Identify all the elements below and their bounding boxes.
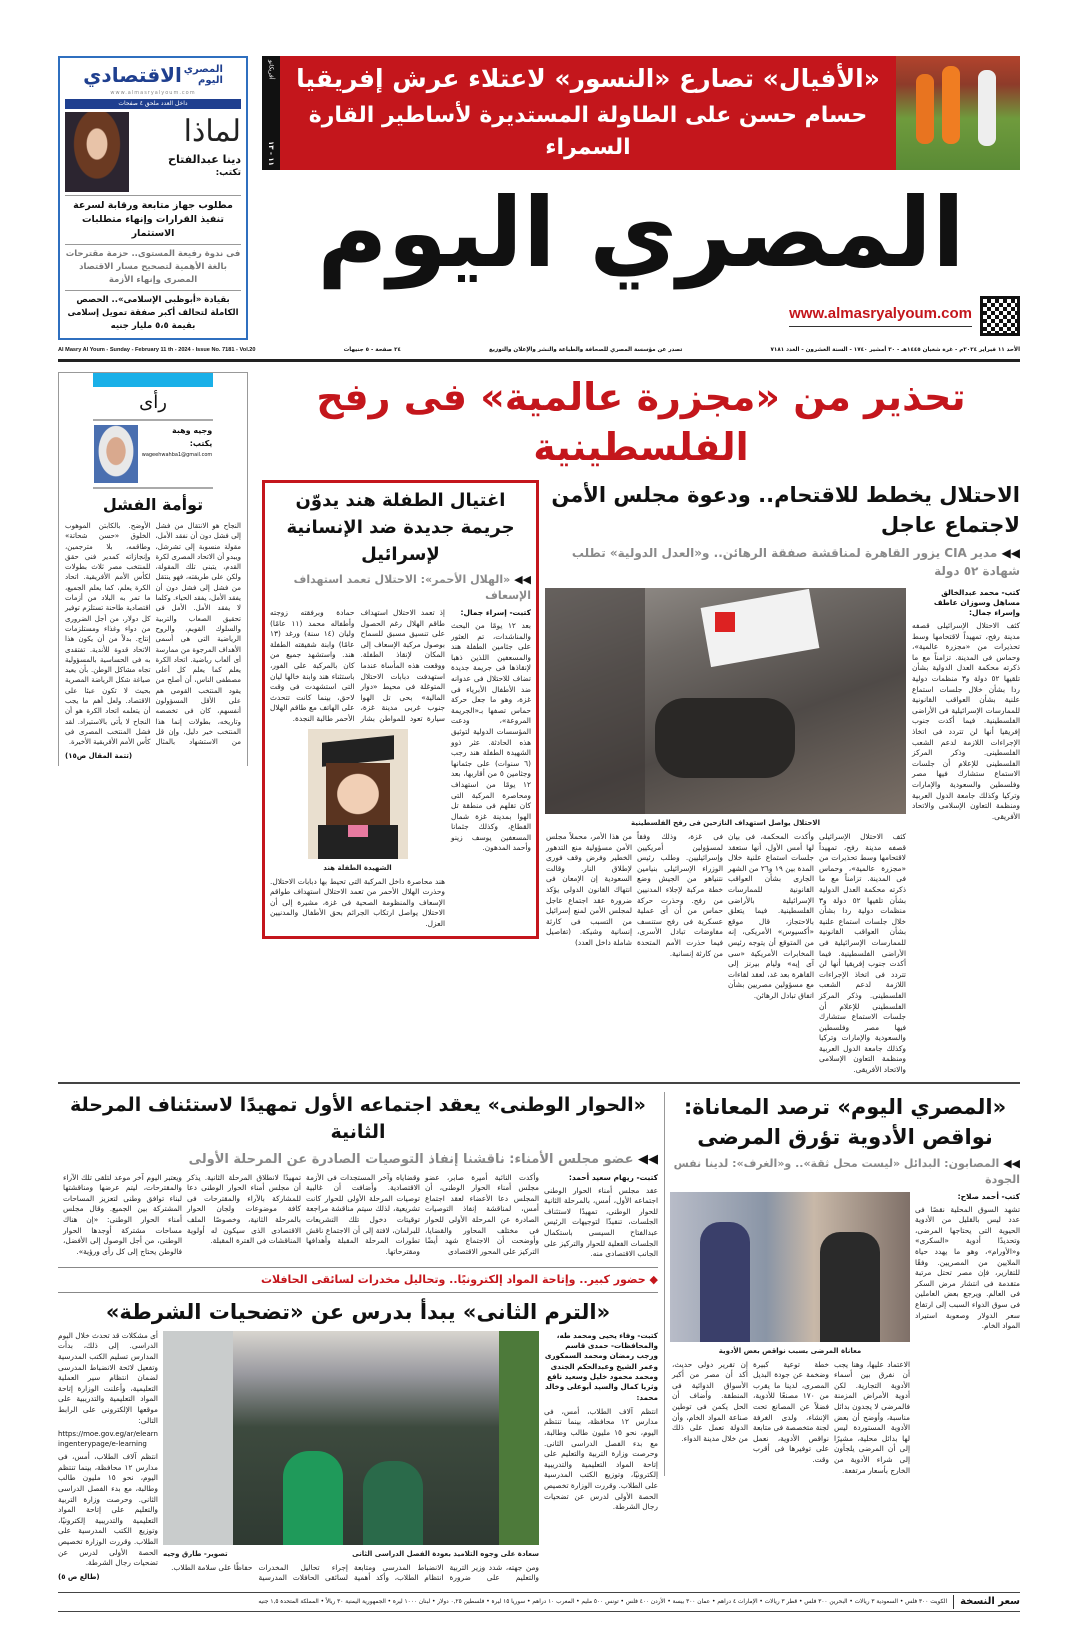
supplement-banner: داخل العدد ملحق ٤ صفحات <box>65 99 241 109</box>
dateline-english: Al Masry Al Youm - Sunday - February 11 th - 2024 - Issue No. 7181 - Vol.20 <box>58 347 256 353</box>
hind-story-box[interactable] <box>262 480 539 939</box>
medicines-byline: كتب- أحمد صلاح: <box>957 1191 1020 1201</box>
masthead-url[interactable]: www.almasryalyoum.com <box>789 305 972 327</box>
dialogue-byline: كتبت- ريهام سعيد أحمد: <box>568 1172 658 1182</box>
opinion-writes: يكتب: <box>189 439 213 448</box>
footer-prices: الكويت ٣٠٠ فلس • السعودية ٣ ريالات • البحرين ٣٠٠ فلس • قطر ٣ ريالات • الإمارات ٤ دراهم • عمان ٣٠٠ بيسة • الأردن ٤٠٠ فلس • تونس ٥٠٠ مليم • المغرب ١٠ دراهم • سوريا ١٥ ليرة • فلسطين ٠,٢٥ دولار • لبنان ١٠٠٠ ليرة • الجمهورية اليمنية ٣٠ ريالاً • المملكة المتحدة ١,٥ جنيه <box>258 1598 948 1605</box>
hind-body-bottom: هند محاصرة داخل المركبة التى تحيط بها دبابات الاحتلال. وحذرت الهلال الأحمر من تعمد الاحتلال استهداف طواقم الإسعاف والمنظومة الصحية فى غزة، مشيرة إلى أن الاحتلال يواصل ارتكاب الجرائم بحق الأطفال والمدنيين العزل. <box>270 876 445 928</box>
dialogue-subhead: ◀◀ عضو مجلس الأمناء: ناقشنا إنفاذ التوصيات الصادرة عن المرحلة الأولى <box>188 1151 658 1167</box>
dateline-pages: ٢٤ صفحة - ٥ جنيهات <box>343 347 401 353</box>
qr-code-icon[interactable] <box>980 296 1020 336</box>
lead-body-col-4: من هذا الأمر، محملاً مجلس الأمن مسؤولية منع التدهور الخطير وفرض وقف فورى لإطلاق النار. وقالت السعودية إن الإمعان فى انتهاك القانون الدولى يؤكد ضرورة عقد اجتماع عاجل لمجلس الأمن لمنع إسرائيل من التسبب فى كارثة إنسانية وشيكة. (تفاصيل شاملة داخل العدد) <box>546 832 632 947</box>
opinion-author: وجيه وهبة <box>172 426 213 435</box>
hind-body-top-left: إذ تعمد الاحتلال استهداف طاقم الهلال رغم الحصول على تنسيق مسبق للسماح بوصول مركبة الإسعاف إلى المكان لإنقاذ الطفلة. ووقعت هذه المأساة عندما استهدفت دبابات الاحتلال المتوغلة فى محيط «دوار المالية» بحى تل الهوا جنوب غربى مدينة غزة، سيارة تعود للمواطن بشار حمادة وبرفقته زوجته وأطفاله محمد (١١ عامًا) وليان (١٤ سنة) ورغد (١٣ عامًا) وابنة شقيقته الطفلة هند. واستشهد جميع من كان بالمركبة على الفور، باستثناء هند وابنة خالها ليان التى استشهدت فى وقت لاحق، بينما كانت تتحدث على الهاتف مع طاقم الهلال الأحمر طالبة النجدة. <box>270 608 445 723</box>
medicines-body-col-2: خطة توعية كبيرة وضخمة عن جودة البديل المصرى، لدينا ما يقرب من ١٧٠ مصنعًا للأدوية، فضلاً عن المصانع تحت الإنشاء، ولدى الغرفة لجنة متخصصة فى متابعة نواقص الأدوية، نعمل على توفيرها فى أقرب وقت. <box>753 1359 830 1464</box>
lead-body-col-3: فى غزة، وذلك وفقاً لمسؤولين أمريكيين وإسرائيليين. وطلب رئيس الوزراء الإسرائيلى بنيامين نتنياهو من الجيش وضع خطة مركبة لإجلاء المدنيين من رفح. وحذرت حركة حماس من أن أى عملية عسكرية فى رفح ستنسف مفاوضات تبادل الأسرى، فيما حذرت الأمم المتحدة من كارثة إنسانية. <box>637 832 723 958</box>
hind-byline: كتبت- إسراء جمال: <box>460 608 531 617</box>
pharmacy-photo <box>670 1192 910 1342</box>
supplement-url: www.almasryalyoum.com <box>110 90 196 96</box>
medicines-headline[interactable] <box>670 1092 1020 1152</box>
arrow-icon: ◀◀ <box>999 1156 1020 1170</box>
dateline <box>58 346 1020 355</box>
column-title-lmatha: لماذا <box>183 114 241 149</box>
supplement-headline-3[interactable]: بقيادة «أبوظبى الإسلامى».. الحصص الكاملة لتحالف أكبر صفقة تمويل إسلامى بقيمة ٥،٥ مليار جنيه <box>67 295 239 331</box>
term-headline[interactable]: «الترم الثانى» يبدأ بدرس عن «تضحيات الشرطة» <box>105 1299 611 1324</box>
opinion-email[interactable]: wageehwahba1@gmail.com <box>141 452 213 458</box>
dateline-arabic: الأحد ١١ فبراير ٢٠٢٤م - غرة شعبان ١٤٤٥هـ - ٣٠ أمشير ١٧٤٠ - السنة العشرون - العدد ٧١٨١ <box>770 347 1020 353</box>
opinion-label: رأى <box>139 392 167 413</box>
banner-side-label: أفريكانو <box>267 60 275 80</box>
supplement-headline-1[interactable]: مطلوب جهاز متابعة ورقابة لسرعة تنفيذ القرارات وإنهاء متطلبات الاستثمار <box>73 200 233 239</box>
footer-price-line <box>58 1593 1020 1611</box>
supplement-logo <box>65 63 241 87</box>
term-body-left-2: انتظم آلاف الطلاب، أمس، فى مدارس ١٢ محافظة، بينما تنتظم اليوم، نحو ١٥ مليون طالب وطالبة، مع بدء الفصل الدراسى الثانى. وحرصت وزارة التربية والتعليم على إتاحة المواد التعليمية والتدريبية إلكترونيًا، وتوزيع الكتب المدرسية على الطلاب. وقررت الوزارة تخصيص الحصة الأولى لدرس عن تضحيات رجال الشرطة. <box>58 1452 158 1568</box>
lead-body-col-1: كثف الاحتلال الإسرائيلى قصفه مدينة رفح، تمهيداً لاقتحامها وسط تحذيرات من «مجزرة عالمية»، وحماس فى المدينة. تزامناً مع ما ذكرته محكمة العدل الدولية بشأن تلقيها ٥٢ دولة و٣ منظمات دولية ردا بشأن خلال جلسات استماع علنية بشأن العواقب القانونية للممارسات الإسرائيلية فى الأراضى الفلسطينية. فيما أكدت جنوب إفريقيا أنها لن تتردد فى اتخاذ الإجراءات اللازمة لدعم الشعب الفلسطينى. وذكر المركز الفلسطينى للإعلام أن جلسات الاستماع ستشارك فيها مصر وفلسطين والسعودية والإمارات وتركيا وكذلك جامعة الدول العربية ومنظمة التعاون الإسلامى والاتحاد الأفريقى. <box>912 621 1020 821</box>
opinion-body: النجاح هو الانتقال من فشل إلى فشل دون أن نفقد الأمل، مقولة منسوبة إلى تشرشل، ويبدو أن الاتحاد المصرى لكرة القدم، يتبنى تلك المقولة، ولكن على طريقته، فهو ينتقل من فشل إلى فشل دون أن يفقد الأمل، يفقد الحياء. وكلما لا يفقد الأمل. الأمل فى تحقيق الصعاب والتربية والسلوك القويم، والروح الرياضية التى هى أسمى الأهداف المرجوة من ممارسة أى ألعاب رياضية. اتحاد الكرة يعلم كما يعلم كل أعلى مصطفى الناس، أن أصلح من يقود المنتخب القومى هم على الأقل المسؤولون أنفسهم، كان فى تخصصه وتاريخه، بطولات إنما هذا المنتخب خير دليل، وإن قل من الاستشهاد بالمثال الأوضح. بالكابتن الموهوب الخلوق «حسن شحاتة» وطاقمه، بلا مترجمين، وإنجازاته كمدير فنى حقق للمنتخب مصر ثلاث بطولات لكأس الأمم الأفريقية. اتحاد الكرة يعلم، كما يعلم الجميع، ما تمر به البلاد من أزمات اقتصادية طاحنة تستلزم توفير كل دولار، من أجل الضرورى من دواء وغذاء ومستلزمات إنتاج. بدلاً من أن يكون هذا الاتحاد قدوة للأندية. تفتقدى به فى الحساسية بالمسؤولية تجاه مشاكل الوطن. بأن يعيد صياغة شكل الرياضة المصرية بحيث لا تكون عبئا على الاقتصاد. ولعل أهم ما يجب أن يتعلمه اتحاد الكرة هو أن النجاح لا يأتى بالاستيراد. لقد فشل المنتخب المصرى فى كأس الأمم الأفريقية الأخيرة. <box>65 522 241 747</box>
rafah-destroyed-car-photo <box>545 588 906 814</box>
lead-headline[interactable]: الاحتلال يخطط للاقتحام.. ودعوة مجلس الأمن لاجتماع عاجل <box>551 483 1020 537</box>
term-body-mid: ومن جهته، شدد وزير التربية والتعليم على ضرورة الانضباط المدرسى ومتابعة انتظام الطلاب، وأكد أهمية إجراء تحاليل المخدرات لسائقى الحافلات المدرسية حفاظًا على سلامة الطلاب. <box>171 1562 539 1583</box>
masthead-logo[interactable]: المصري اليوم <box>317 177 965 289</box>
banner-line-2: حسام حسن على الطاولة المستديرة لأساطير القارة السمراء <box>308 103 868 160</box>
dialogue-col-4: تمهيدًا لانطلاق المرحلة الثانية. يذكر أن مجلس أمناء الحوار الوطنى دعا للمشاركة بالآراء والمقترحات فى كافة موضوعات ولجان الحوار بالمرحلة الثانية، وخصوصًا الملف الاقتصادى الذى سيكون له أولوية المناقشات فى الفترة المقبلة. <box>187 1172 301 1246</box>
hind-photo-caption: الشهيدة الطفلة هند <box>323 863 392 872</box>
dateline-publisher: تصدر عن مؤسسة المصري للصحافة والطباعة والنشر والإعلان والتوزيع <box>489 347 683 353</box>
hind-photo <box>308 729 408 859</box>
moe-link[interactable]: https://moe.gov.eg/ar/elearningenterypage/e-learning <box>58 1430 158 1449</box>
main-headline[interactable]: تحذير من «مجزرة عالمية» فى رفح الفلسطينية <box>316 375 966 469</box>
opinion-continued: (تتمة المقال ص١٥) <box>65 751 133 760</box>
diamond-icon: ◆ <box>645 1272 658 1286</box>
arrow-icon: ◀◀ <box>633 1151 658 1167</box>
term-byline: كتبت- وفاء يحيى ومحمد طه، والمحافظات- حمدى قاسم ورجب رمضان ومحمد السمكورى وعمر الشيخ وعبدالحكم الجندى ومحمد محمود خليل وسعيد نافع وثريا كمال والسيد أبوعلى وخالد محمد: <box>544 1330 658 1402</box>
supplement-writes: تكتب: <box>215 168 241 178</box>
students-photo-credit: تصوير- طارق وجيه <box>163 1549 228 1558</box>
medicines-body-col-1: الاعتماد عليها، وهنا يجب أن نفرق بين أسماء الأدوية التجارية. لكن أدوية الأمراض المزمنة فالمرضى لا يجدون بدائل مناسبة، وأوضح أن بعض الأدوية المستوردة ليس لها بدائل محلية، مشيرًا إلى أن المرضى يلجأون إلى شراء الأدوية من الخارج بأسعار مرتفعة. <box>834 1359 910 1475</box>
hind-subhead: ◀◀ «الهلال الأحمر»: الاحتلال تعمد استهداف الإسعاف <box>293 573 531 602</box>
dialogue-headline[interactable]: «الحوار الوطنى» يعقد اجتماعه الأول تمهيدًا لاستئناف المرحلة الثانية <box>70 1093 646 1143</box>
supplement-headline-2[interactable]: فى ندوة رفيعة المستوى.. حزمة مقترحات بالغة الأهمية لتصحيح مسار الاقتصاد المصرى وإنهاء الأزمة <box>65 249 241 285</box>
medicines-subhead: ◀◀ المصابون: البدائل «ليست محل ثقة».. و«الغرف»: لدينا نفس الجودة <box>673 1156 1020 1186</box>
dialogue-col-2: وأكدت النائبة أميرة صابر، عضو مجلس أمناء الحوار الوطنى، أن المجلس دعا الأعضاء لعقد اجتماع أمس، لمناقشة إنفاذ التوصيات الصادرة عن المرحلة الأولى للحوار فى مختلف المحاور والقضايا، وأوضحت أن الاجتماع شهد أيضًا التركيز على المحور الاقتصادى <box>425 1172 539 1256</box>
medicines-body-right: تشهد السوق المحلية نقصًا فى عدد ليس بالقليل من الأدوية الحيوية التى يحتاجها المرضى، وتحديدًا أدوية «السكرى» و«الأورام»، وهو ما يهدد حياة الملايين من المصريين. وفقًا للتقارير، فإن مصر تحتل مرتبة متقدمة فى انتشار مرض السكر فى العالم. ويرجع بعض العاملين فى سوق الدواء السبب إلى ارتفاع سعر الدولار وصعوبة استيراد المواد الخام. <box>915 1204 1020 1331</box>
term-body-right: انتظم آلاف الطلاب، أمس، فى مدارس ١٢ محافظة، بينما تنتظم اليوم، نحو ١٥ مليون طالب وطالبة، مع بدء الفصل الدراسى الثانى. وحرصت وزارة التربية والتعليم على إتاحة المواد التعليمية والتدريبية إلكترونيًا، وتوزيع الكتب المدرسية على الطلاب. وقررت الوزارة تخصيص الحصة الأولى لدرس عن تضحيات رجال الشرطة. <box>544 1406 658 1512</box>
medicines-title-rest: ترصد المعاناة: <box>683 1094 830 1119</box>
term-continued: (طالع ص ٥) <box>58 1572 100 1581</box>
lead-byline: كتب- محمد عبدالخالق مساهل وسوزان عاطف وإسراء جمال: <box>933 588 1020 617</box>
students-photo <box>163 1331 539 1545</box>
dialogue-col-3: وقضاياه وآخر المستجدات فى الأزمة الاقتصادية. وأضافت أن غالبية توصيات المرحلة الأولى للحوار كانت تشريعية، لذلك سيتم مناقشة مراجعة توقيتات دخول تلك التشريعات للبرلمان، لافتة إلى أن الاجتماع ناقش تطورات المرحلة المقبلة وأهدافها ومقترحاتها. <box>306 1172 420 1256</box>
medicines-title-brand: «المصري اليوم» <box>837 1094 1007 1119</box>
author-photo-wagih <box>94 425 138 483</box>
banner-line-1: «الأفيال» تصارع «النسور» لاعتلاء عرش إفريقيا <box>296 64 880 93</box>
arrow-icon: ◀◀ <box>510 573 531 586</box>
supplement-author: دينا عبدالفتاح <box>168 153 241 166</box>
arrow-icon: ◀◀ <box>997 546 1020 560</box>
dialogue-col-5: ويعتبر اليوم آخر موعد لتلقى تلك الآراء والمقترحات، ليتم عرضها ومناقشتها لبناء توافق وطنى لتعزيز المساحات المشتركة بين الجميع. وقال مجلس أمناء الحوار الوطنى: «إن هناك مساحات مشتركة أوجدها الحوار الوطنى، من أجل الوصول إلى الأفضل، فالوطن يحتاج إلى كل رأى ورؤية». <box>63 1172 182 1256</box>
term-kicker: ◆ حضور كبير.. وإتاحة المواد إلكترونيًا.. وتحاليل مخدرات لسائقى الحافلات <box>260 1272 658 1286</box>
pharmacy-photo-caption: معاناة المرضى بسبب نواقص بعض الأدوية <box>718 1346 862 1355</box>
lead-subhead: ◀◀ مدير CIA يزور القاهرة لمناقشة صفقة الرهائن.. و«العدل الدولية» تطلب شهادة ٥٢ دولة <box>571 546 1020 578</box>
lead-body-col-2b: كثف الاحتلال الإسرائيلى قصفه مدينة رفح، تمهيداً لاقتحامها وسط تحذيرات من «مجزرة عالمية»، وحماس فى المدينة. تزامناً مع ما ذكرته محكمة العدل الدولية بشأن تلقيها ٥٢ دولة و٣ منظمات دولية ردا بشأن خلال جلسات استماع علنية بشأن العواقب القانونية للممارسات الإسرائيلية فى الأراضى الفلسطينية. فيما أكدت جنوب إفريقيا أنها لن تتردد فى اتخاذ الإجراءات اللازمة لدعم الشعب الفلسطينى. وذكر المركز الفلسطينى للإعلام أن جلسات الاستماع ستشارك فيها مصر وفلسطين والسعودية والإمارات وتركيا وكذلك جامعة الدول العربية ومنظمة التعاون الإسلامى والاتحاد الأفريقى. <box>819 832 906 1075</box>
opinion-column[interactable] <box>58 372 248 766</box>
afcon-match-photo <box>896 56 1020 170</box>
footer-price-label: سعر النسخة <box>953 1595 1020 1609</box>
medicines-title-line2: نواقص الأدوية تؤرق المرضى <box>697 1124 993 1149</box>
supplement-logo-main: الاقتصادي <box>83 63 182 87</box>
lead-photo-caption: الاحتلال يواصل استهداف النازحين فى رفح الفلسطينية <box>630 819 821 827</box>
students-photo-caption: سعادة على وجوه التلاميذ بعودة الفصل الدراسى الثانى <box>352 1549 539 1558</box>
hind-headline[interactable]: اغتيال الطفلة هند يدوّن جريمة جديدة ضد الإنسانية لإسرائيل <box>286 490 515 565</box>
term-body-left: أى مشكلات قد تحدث خلال اليوم الدراسى. إلى ذلك، بدأت المدارس تسليم الكتب المدرسية وتفعيل لائحة الانضباط المدرسى لضمان انتظام سير العملية التعليمية، وأعلنت الوزارة إتاحة المواد التعليمية والتدريبية على موقعها الإلكترونى على الرابط التالى: <box>58 1330 158 1425</box>
opinion-title[interactable]: توأمة الفشل <box>102 495 204 514</box>
medicines-body-col-3: إن تقرير دولى حديث، أكد أن مصر من أكبر الأسواق الدوائية فى المنطقة. وأضاف أن الحل يكمن فى توطين صناعة المواد الخام، وأن الدولة تعمل على ذلك من خلال مدينة الدواء. <box>672 1359 748 1443</box>
sports-banner[interactable] <box>262 56 1020 170</box>
hind-body-right: بعد ١٢ يومًا من البحث والمناشدات، تم العثور على جثامين الطفلة هند والمسعفين اللذين ذهبا لإنقاذها فى جريمة جديدة تضاف للاحتلال فى عدوانه ضد الأطفال الأبرياء فى غزة، وهو ما جعل حركة حماس تصفها بـ«الجريمة المروعة»، ودعت المؤسسات الدولية لتوثيق هذه الحادثة. عثر ذوو الشهيدة الطفلة هند رجب (٦ سنوات) على جثمانها وجثامين ٥ من أقاربها، بعد ١٢ يومًا من استهداف ومحاصرة المركبة التى كان تقلهم فى منطقة تل الهوا بمدينة غزة شمال القطاع، وكذلك جثمانا المسعفين يوسف زينو وأحمد المدهون. <box>451 621 531 853</box>
lead-body-col-2: وأكدت المحكمة، فى بيان لها أمس الأول، أنها ستعقد جلسات استماع علنية خلال المدة بين ١٩ و٢٦ من الشهر الجارى بشأن العواقب القانونية للممارسات الإسرائيلية بالأراضى الفلسطينية. فيما يتعلق بالاحتجاز، قال موقع «أكسيوس» الأمريكى، إنه من المتوقع أن يتوجه رئيس المخابرات الأمريكية «سى آى إيه» وليام بيرنز إلى القاهرة بعد غد، لعقد لقاءات مع مسؤولين مصريين بشأن اتفاق تبادل الرهائن. <box>728 832 814 1000</box>
supplement-box[interactable] <box>58 56 248 340</box>
author-photo-dina <box>65 112 129 192</box>
supplement-logo-top: المصري اليوم <box>183 64 223 86</box>
dialogue-col-1: عقد مجلس أمناء الحوار الوطنى اجتماعه الأول، أمس، بالمرحلة الثانية للحوار الوطنى، تمهيدًا لاستئناف الجلسات، تنفيذًا لتوجيهات الرئيس عبدالفتاح السيسى باستكمال الجلسات الفعلية للحوار والتركيز على الجانب الاقتصادى منه. <box>544 1185 658 1259</box>
banner-pages: ١١ - ١٣ <box>267 141 275 166</box>
